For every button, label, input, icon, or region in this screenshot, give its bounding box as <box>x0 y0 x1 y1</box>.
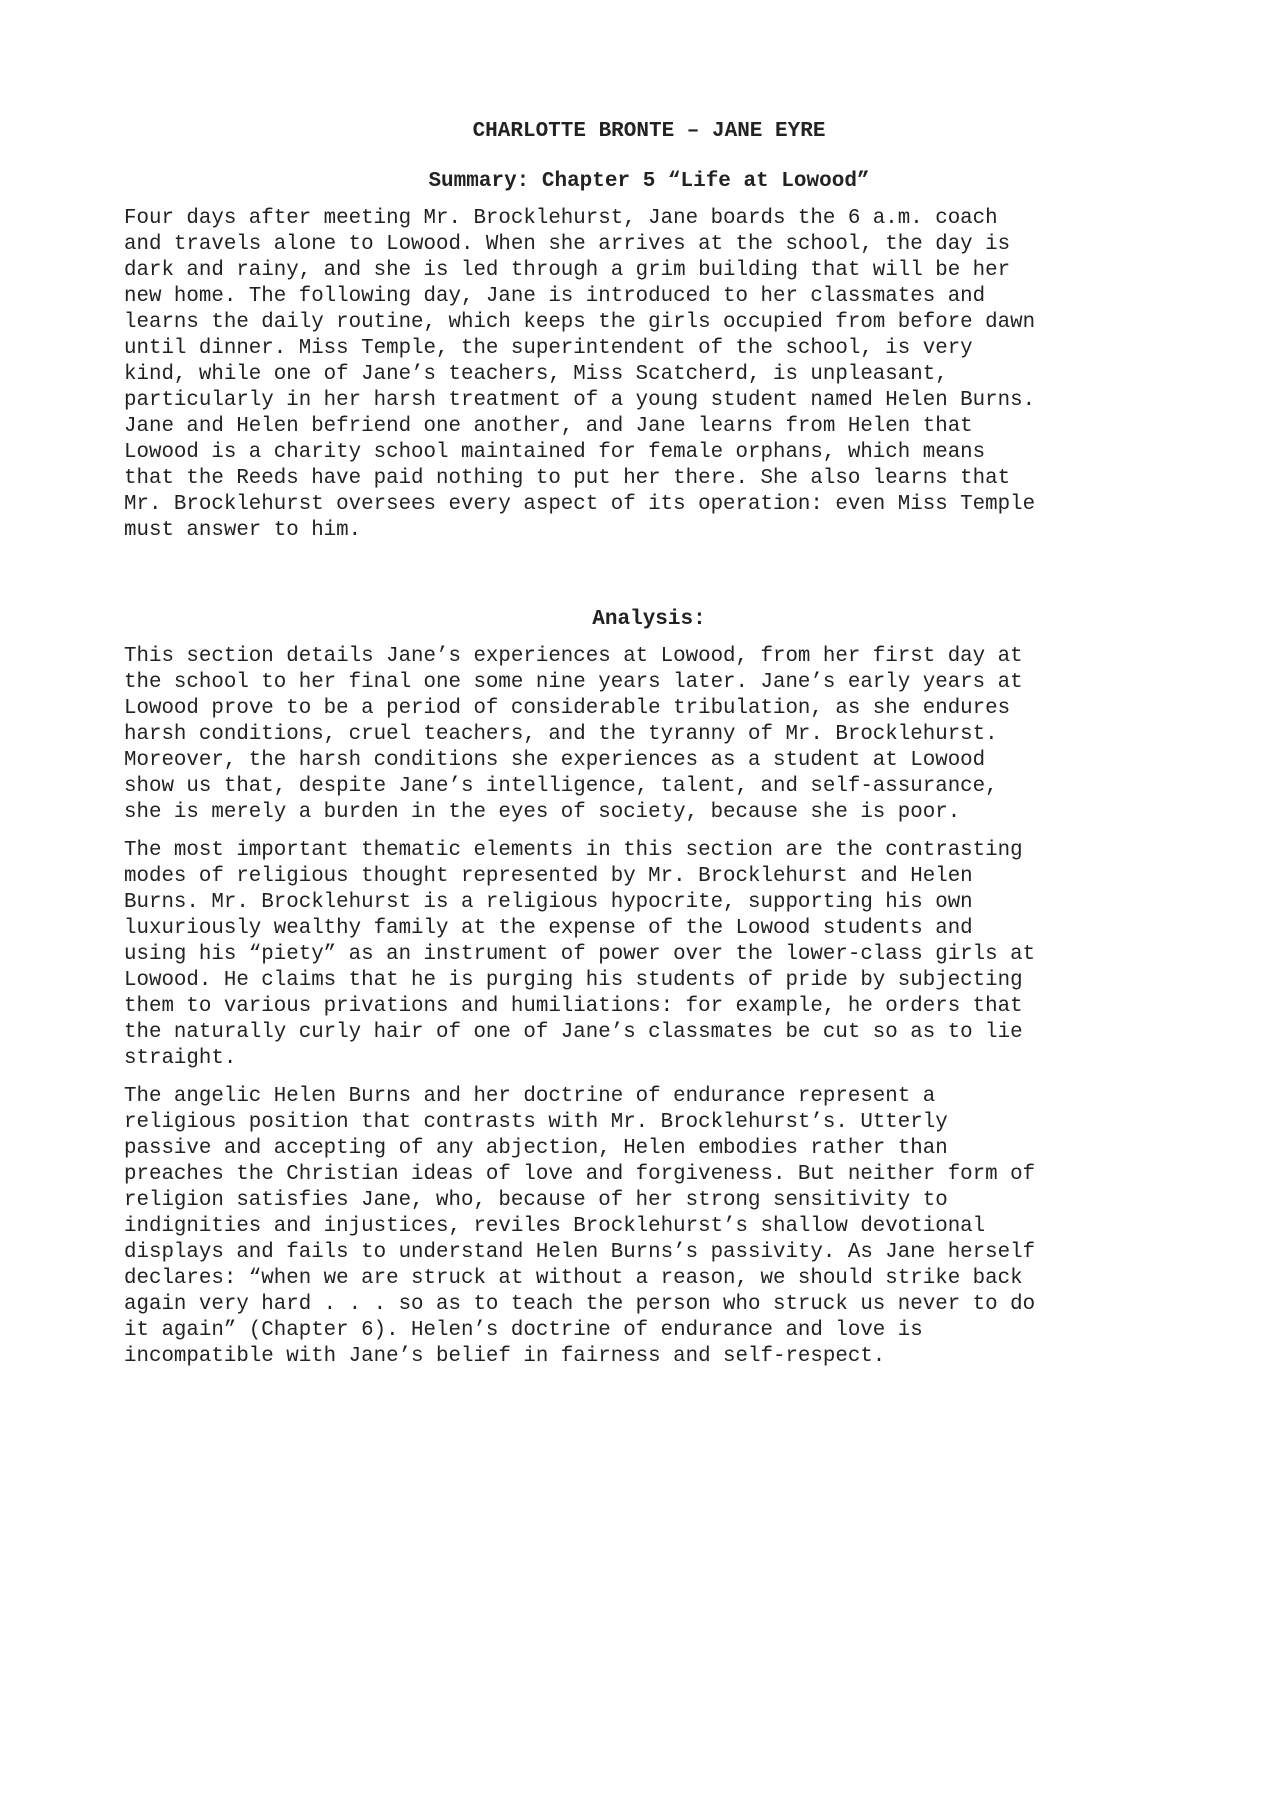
text-line: passive and accepting of any abjection, Helen embodies rather than <box>124 1137 948 1160</box>
text-line: using his “piety” as an instrument of power over the lower-class girls at <box>124 943 1036 966</box>
text-line: religious position that contrasts with Mr. Brocklehurst’s. Utterly <box>124 1111 948 1134</box>
text-line: kind, while one of Jane’s teachers, Miss Scatcherd, is unpleasant, <box>124 363 948 386</box>
text-line: it again” (Chapter 6). Helen’s doctrine of endurance and love is <box>124 1319 923 1342</box>
text-line: Mr. Brocklehurst oversees every aspect of its operation: even Miss Temple <box>124 493 1036 516</box>
text-line: until dinner. Miss Temple, the superintendent of the school, is very <box>124 337 973 360</box>
text-line: declares: “when we are struck at without a reason, we should strike back <box>124 1267 1023 1290</box>
text-line: displays and fails to understand Helen Burns’s passivity. As Jane herself <box>124 1241 1036 1264</box>
text-line: indignities and injustices, reviles Brocklehurst’s shallow devotional <box>124 1215 986 1238</box>
analysis-paragraph-1 <box>124 644 1174 826</box>
analysis-paragraph-3 <box>124 1084 1174 1370</box>
text-line: Lowood. He claims that he is purging his students of pride by subjecting <box>124 969 1023 992</box>
text-line: the naturally curly hair of one of Jane’s classmates be cut so as to lie <box>124 1021 1023 1044</box>
text-line: modes of religious thought represented by Mr. Brocklehurst and Helen <box>124 865 973 888</box>
text-line: learns the daily routine, which keeps the girls occupied from before dawn <box>124 311 1036 334</box>
summary-heading: Summary: Chapter 5 “Life at Lowood” <box>428 170 870 193</box>
text-line: Four days after meeting Mr. Brocklehurst, Jane boards the 6 a.m. coach <box>124 207 998 230</box>
text-line: again very hard . . . so as to teach the person who struck us never to do <box>124 1293 1036 1316</box>
document-content <box>124 118 1174 1370</box>
text-line: Lowood is a charity school maintained for female orphans, which means <box>124 441 986 464</box>
text-line: harsh conditions, cruel teachers, and the tyranny of Mr. Brocklehurst. <box>124 723 998 746</box>
paragraph-spacer <box>124 826 1174 838</box>
text-line: The most important thematic elements in this section are the contrasting <box>124 839 1023 862</box>
text-line: preaches the Christian ideas of love and forgiveness. But neither form of <box>124 1163 1036 1186</box>
text-line: straight. <box>124 1047 237 1070</box>
text-line: that the Reeds have paid nothing to put her there. She also learns that <box>124 467 1011 490</box>
text-line: the school to her final one some nine years later. Jane’s early years at <box>124 671 1023 694</box>
text-line: religion satisfies Jane, who, because of her strong sensitivity to <box>124 1189 948 1212</box>
text-line: must answer to him. <box>124 519 362 542</box>
analysis-heading: Analysis: <box>592 608 706 631</box>
analysis-paragraph-2 <box>124 838 1174 1072</box>
text-line: she is merely a burden in the eyes of society, because she is poor. <box>124 801 961 824</box>
text-line: new home. The following day, Jane is introduced to her classmates and <box>124 285 986 308</box>
text-line: particularly in her harsh treatment of a young student named Helen Burns. <box>124 389 1036 412</box>
text-line: Moreover, the harsh conditions she experiences as a student at Lowood <box>124 749 986 772</box>
text-line: Lowood prove to be a period of considerable tribulation, as she endures <box>124 697 1011 720</box>
text-line: Jane and Helen befriend one another, and Jane learns from Helen that <box>124 415 973 438</box>
text-line: The angelic Helen Burns and her doctrine of endurance represent a <box>124 1085 936 1108</box>
text-line: and travels alone to Lowood. When she arrives at the school, the day is <box>124 233 1011 256</box>
section-spacer <box>124 544 1174 606</box>
text-line: incompatible with Jane’s belief in fairness and self-respect. <box>124 1345 886 1368</box>
paragraph-spacer <box>124 1072 1174 1084</box>
text-line: Burns. Mr. Brocklehurst is a religious hypocrite, supporting his own <box>124 891 973 914</box>
document-title: CHARLOTTE BRONTE – JANE EYRE <box>472 120 826 143</box>
text-line: show us that, despite Jane’s intelligence, talent, and self-assurance, <box>124 775 998 798</box>
text-line: luxuriously wealthy family at the expense of the Lowood students and <box>124 917 973 940</box>
text-line: This section details Jane’s experiences at Lowood, from her first day at <box>124 645 1023 668</box>
summary-paragraph <box>124 206 1174 544</box>
text-line: dark and rainy, and she is led through a grim building that will be her <box>124 259 1011 282</box>
text-line: them to various privations and humiliations: for example, he orders that <box>124 995 1023 1018</box>
